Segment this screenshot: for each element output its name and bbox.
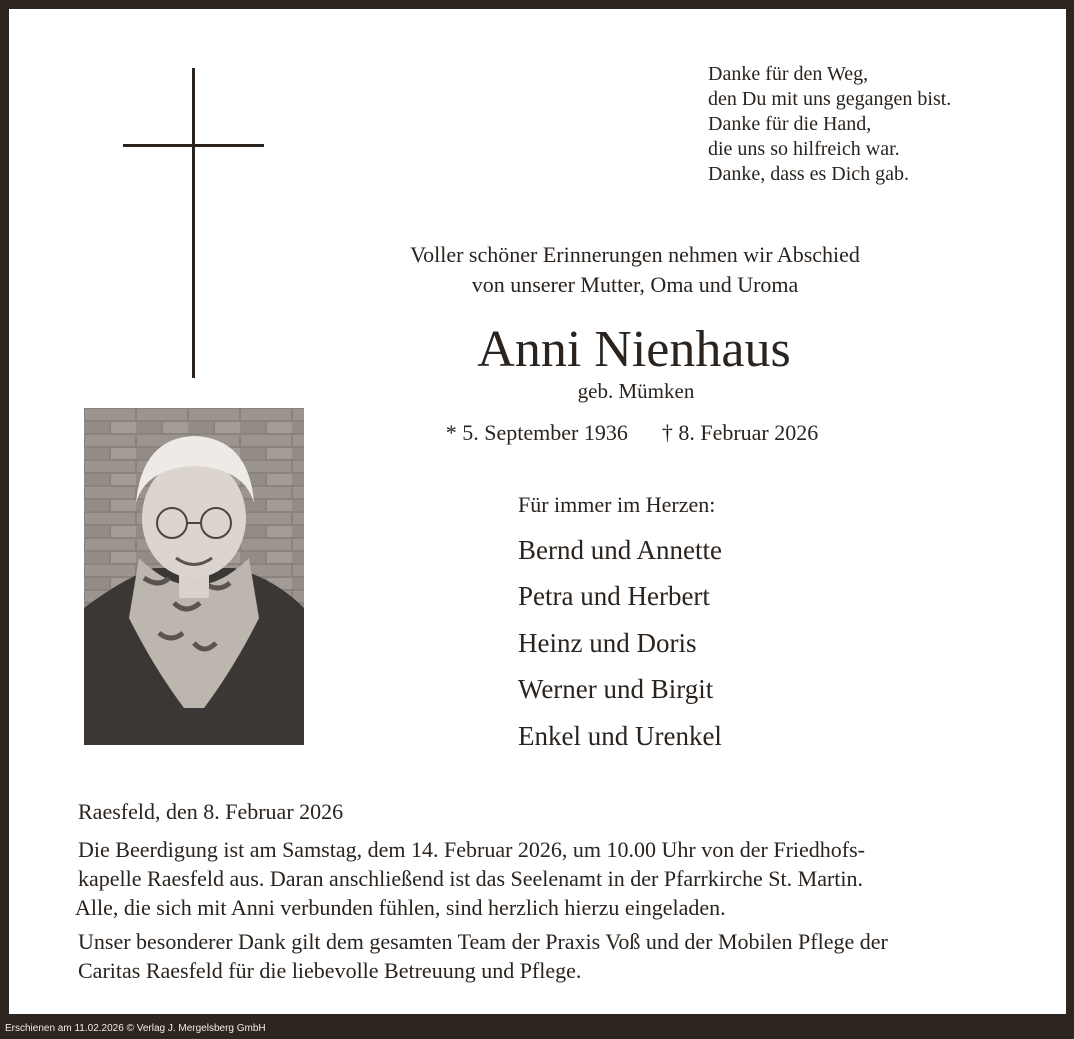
mourner-name: Werner und Birgit bbox=[518, 674, 714, 705]
poem-line: Danke für die Hand, bbox=[708, 113, 872, 135]
cross-icon-bar bbox=[123, 144, 264, 147]
death-date: † 8. Februar 2026 bbox=[661, 420, 819, 445]
intro-text bbox=[300, 240, 970, 300]
cross-icon bbox=[192, 68, 195, 378]
mourners-heading: Für immer im Herzen: bbox=[518, 492, 716, 517]
poem bbox=[708, 62, 1038, 187]
poem-line: Danke, dass es Dich gab. bbox=[708, 163, 910, 185]
mourner-name: Petra und Herbert bbox=[518, 581, 710, 612]
funeral-line: Alle, die sich mit Anni verbunden fühlen, sind herzlich hierzu eingeladen. bbox=[75, 895, 726, 920]
funeral-notice bbox=[75, 835, 1018, 922]
portrait-photo bbox=[84, 408, 304, 745]
mourner-name: Enkel und Urenkel bbox=[518, 720, 722, 751]
funeral-line: kapelle Raesfeld aus. Daran anschließend ist das Seelenamt in der Pfarrkirche St. Martin. bbox=[78, 866, 864, 891]
intro-line: Voller schöner Erinnerungen nehmen wir Abschied bbox=[410, 242, 860, 267]
publication-footer: Erschienen am 11.02.2026 © Verlag J. Mergelsberg GmbH bbox=[5, 1023, 266, 1034]
intro-line: von unserer Mutter, Oma und Uroma bbox=[471, 272, 799, 297]
birth-date: * 5. September 1936 bbox=[445, 420, 628, 445]
mourner-name: Heinz und Doris bbox=[518, 627, 697, 658]
thanks-line: Unser besonderer Dank gilt dem gesamten Team der Praxis Voß und der Mobilen Pflege der bbox=[78, 929, 888, 954]
poem-line: die uns so hilfreich war. bbox=[708, 138, 900, 160]
deceased-name: Anni Nienhaus bbox=[477, 321, 791, 378]
life-dates bbox=[300, 418, 964, 448]
poem-line: den Du mit uns gegangen bist. bbox=[708, 88, 952, 110]
maiden-name: geb. Mümken bbox=[577, 379, 695, 403]
funeral-line: Die Beerdigung ist am Samstag, dem 14. Februar 2026, um 10.00 Uhr von der Friedhofs- bbox=[78, 837, 865, 862]
thanks-line: Caritas Raesfeld für die liebevolle Betreuung und Pflege. bbox=[78, 958, 582, 983]
poem-line: Danke für den Weg, bbox=[708, 63, 869, 85]
place-and-date: Raesfeld, den 8. Februar 2026 bbox=[78, 799, 344, 824]
mourners-list bbox=[518, 531, 722, 763]
thanks-notice bbox=[78, 927, 1018, 985]
mourner-name: Bernd und Annette bbox=[518, 535, 722, 565]
